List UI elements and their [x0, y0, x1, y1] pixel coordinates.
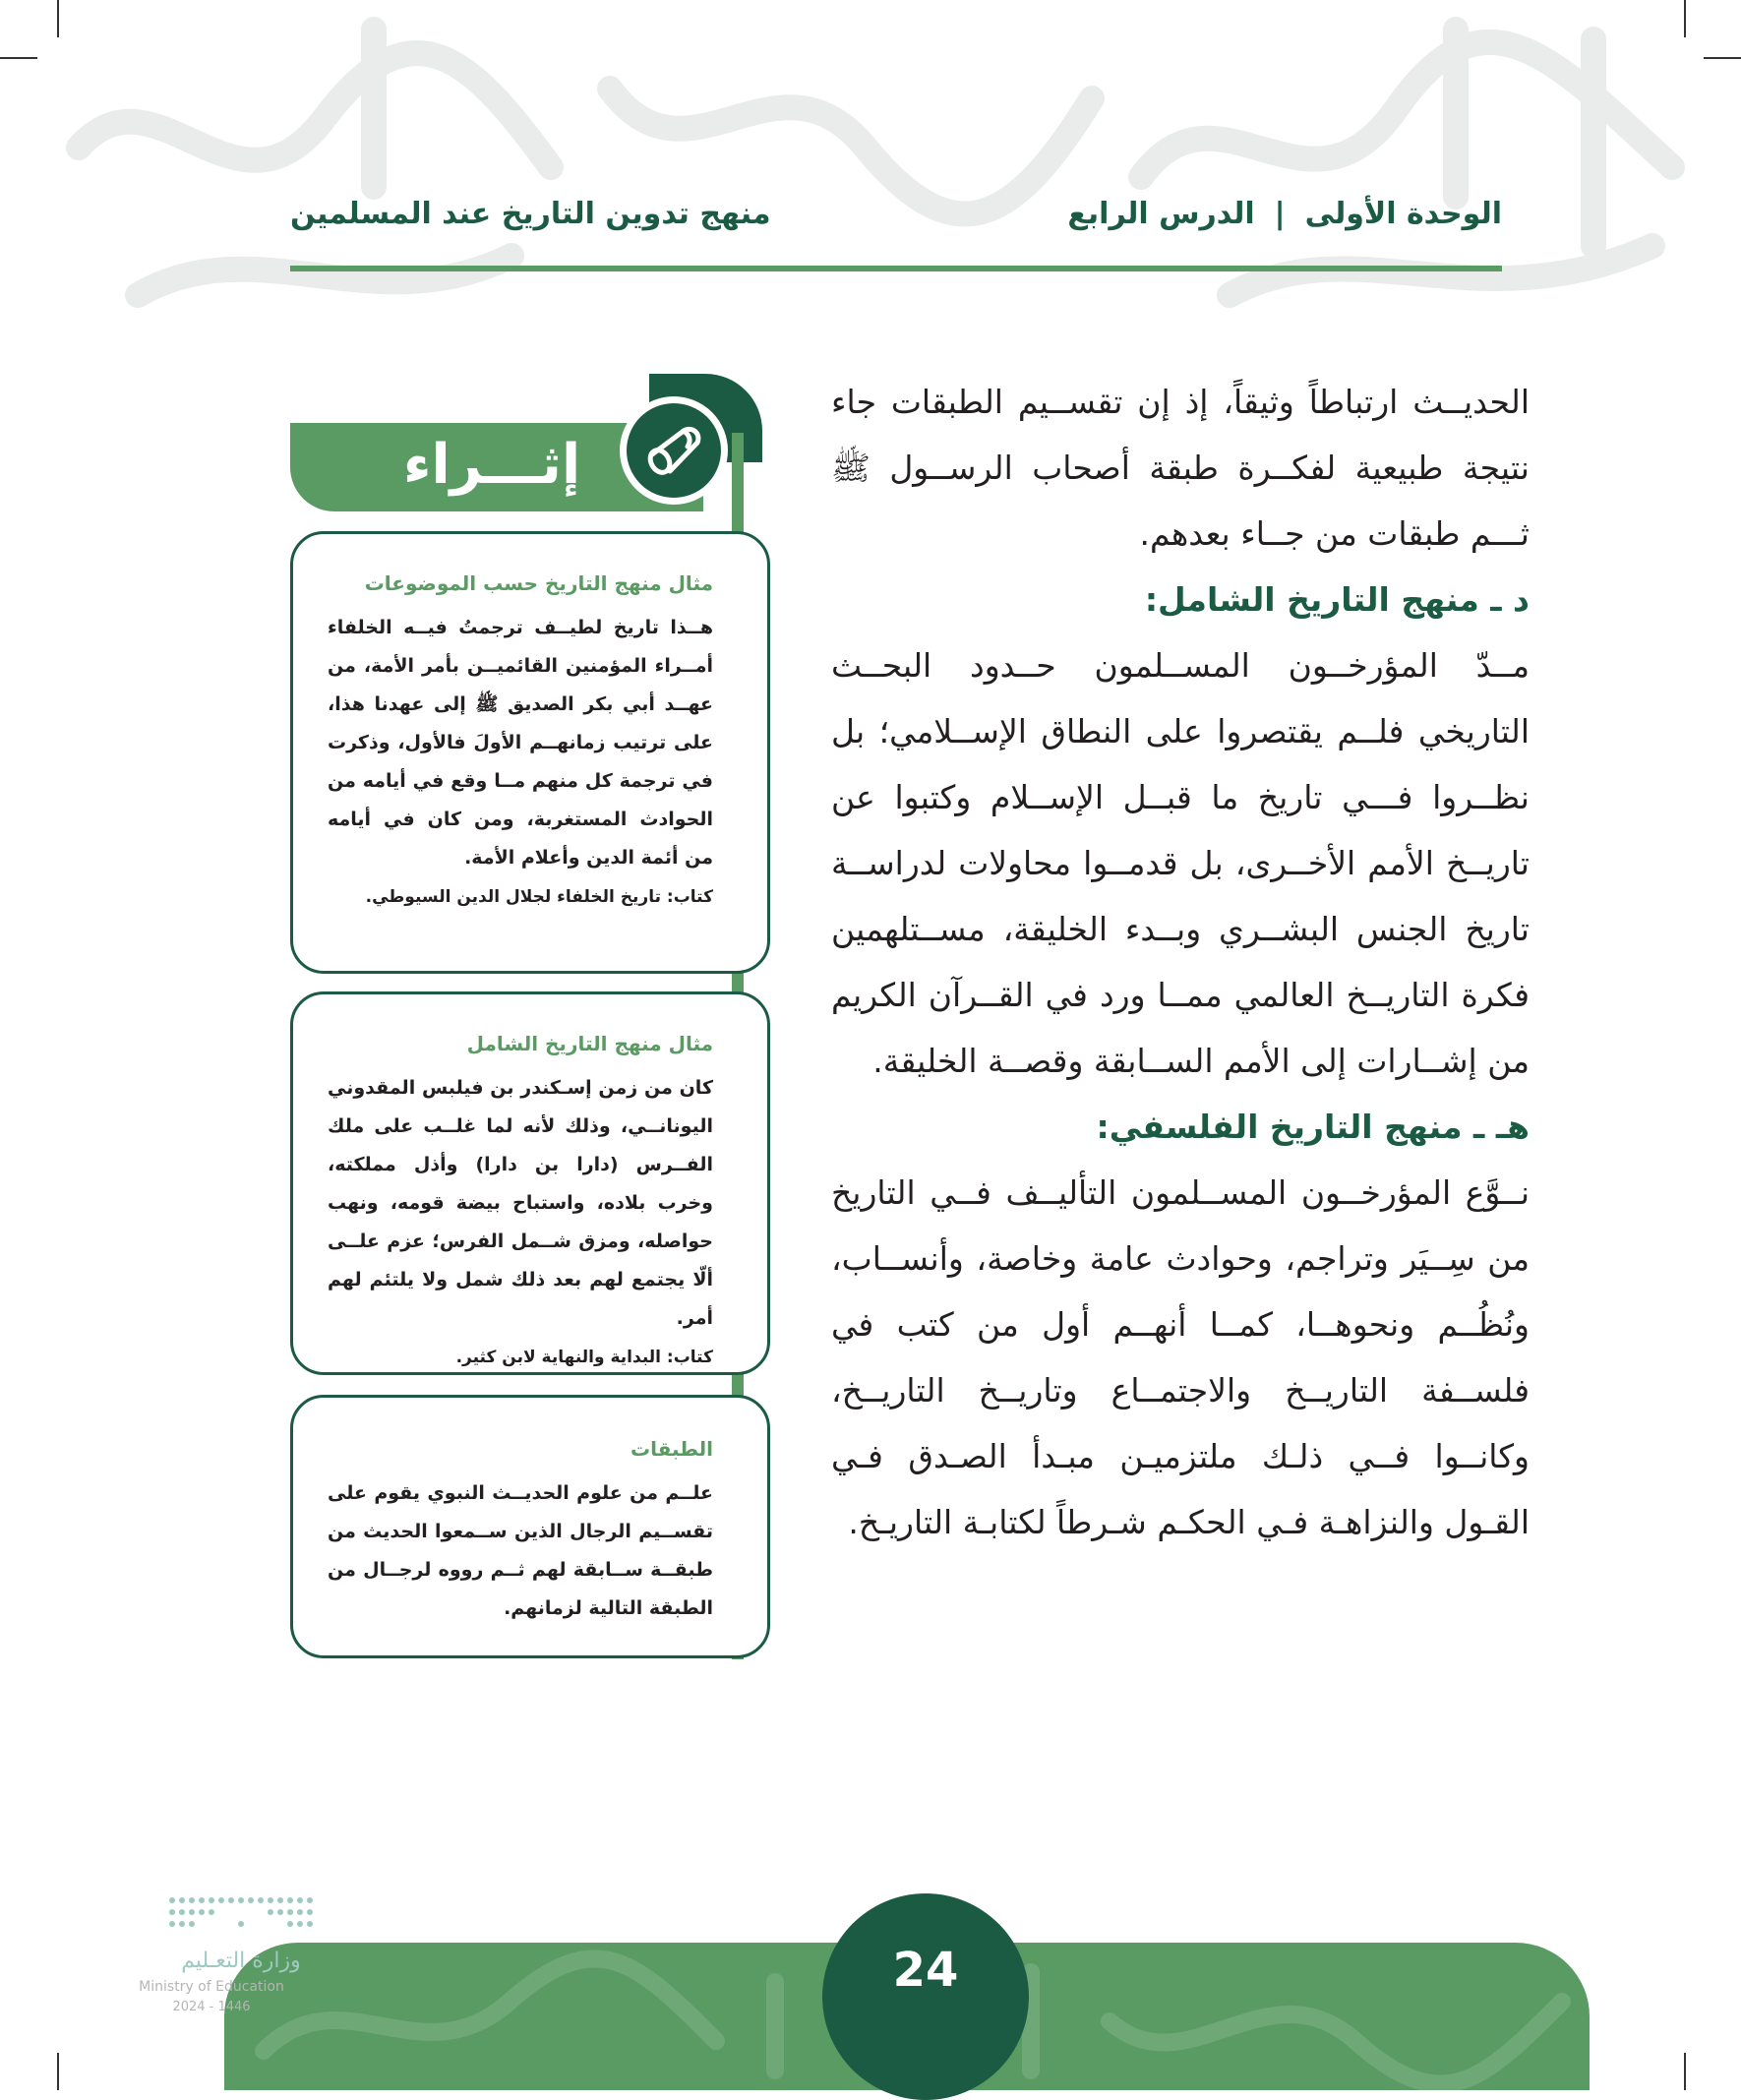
box-text: هــذا تاريخ لطيــف ترجمتُ فيــه الخلفاء أمــراء المؤمنين القائميــن بأمر الأمة، من عهــد أبي بكر الصديق ﷺ إلى عهدنا هذا، على ترتيب زمانهــم الأولَ فالأول، وذكرت في ترجمة كل منهم مــا وقع في أيامه من الحوادث المستغربة، ومن كان في أيامه من أئمة الدين وأعلام الأمة.	[328, 617, 713, 869]
box-text: علــم من علوم الحديــث النبوي يقوم على تقســيم الرجال الذين ســمعوا الحديث من طبقــة ســابقة لهم ثــم رووه لرجــال من الطبقة التالية لزمانهم.	[328, 1482, 713, 1619]
calligraphy-background	[0, 0, 1741, 334]
enrichment-badge	[620, 396, 728, 505]
box-title: مثال منهج التاريخ حسب الموضوعات	[364, 571, 713, 595]
page-number: 24	[892, 1943, 959, 1998]
page-header	[290, 197, 1502, 246]
crop-mark	[1684, 2053, 1686, 2090]
box-source: كتاب: البداية والنهاية لابن كثير.	[455, 1348, 713, 1367]
box-title: الطبقات	[630, 1437, 713, 1461]
paragraph-comprehensive-method: مــدّ المؤرخــون المســلمون حــدود البحــث التاريخي فلــم يقتصروا على النطاق الإســلامي؛ بل نظــروا فـــي تاريخ ما قبــل الإســلام وكتبوا عن تاريــخ الأمم الأخــرى، بل قدمــوا محاولات لدراســة تاريخ الجنس البشــري وبــدء الخليقة، مســتلهمين فكرة التاريــخ العالمي ممــا ورد في القــرآن الكريم من إشــارات إلى الأمم الســابقة وقصــة الخليقة.	[831, 646, 1530, 1080]
header-topic: منهج تدوين التاريخ عند المسلمين	[290, 197, 771, 231]
enrichment-title: إثـــراء	[402, 433, 581, 497]
header-separator: |	[1274, 197, 1286, 231]
header-lesson: الدرس الرابع	[1067, 197, 1255, 231]
heading-comprehensive-method: د ـ منهج التاريخ الشامل:	[1144, 580, 1530, 619]
enrichment-box-comprehensive	[290, 991, 770, 1375]
logo-english: Ministry of Education	[139, 1979, 284, 1995]
box-title: مثال منهج التاريخ الشامل	[466, 1032, 713, 1055]
enrichment-box-topics	[290, 531, 770, 974]
heading-philosophical-method: هـ ـ منهج التاريخ الفلسفي:	[1096, 1108, 1530, 1146]
header-unit: الوحدة الأولى	[1304, 197, 1502, 231]
box-source: كتاب: تاريخ الخلفاء لجلال الدين السيوطي.	[365, 887, 713, 907]
box-text: كان من زمن إسـكندر بن فيلبس المقدوني اليونانــي، وذلك لأنه لما غلــب على ملك الفــرس (دارا بن دارا) وأذل مملكته، وخرب بلاده، واستباح بيضة قومه، ونهب حواصله، ومزق شــمل الفرس؛ عزم علــى ألّا يجتمع لهم بعد ذلك شمل ولا يلتئم لهم أمر.	[328, 1077, 713, 1329]
enrichment-box-tabaqat	[290, 1395, 770, 1658]
logo-arabic: وزارة التعـليم	[181, 1949, 301, 1973]
ministry-logo	[93, 1889, 330, 2036]
logo-year: 2024 - 1446	[172, 2000, 251, 2014]
header-unit-lesson	[1067, 197, 1502, 231]
crop-mark	[57, 2053, 59, 2090]
main-content	[831, 369, 1530, 1555]
paragraph-philosophical-method: نــوَّع المؤرخــون المســلمون التأليــف فــي التاريخ من سِــيَر وتراجم، وحوادث عامة وخاصة، وأنســاب، ونُظُــم ونحوهــا، كمــا أنهــم أول من كتب في فلســفة التاريــخ والاجتمــاع وتاريــخ التاريــخ، وكانــوا فــي ذلـك ملتزميـن مبـدأ الصـدق فـي القـول والنزاهـة فـي الحكـم شـرطاً لكتابـة التاريـخ.	[831, 1173, 1530, 1541]
paragraph-tabaqat-continued: الحديــث ارتباطاً وثيقاً، إذ إن تقســيم الطبقات جاء نتيجة طبيعية لفكــرة طبقة أصحاب الرســول ﷺ ثـــم طبقات من جــاء بعدهم.	[831, 383, 1530, 553]
scroll-icon	[640, 417, 709, 486]
header-divider	[290, 266, 1502, 271]
